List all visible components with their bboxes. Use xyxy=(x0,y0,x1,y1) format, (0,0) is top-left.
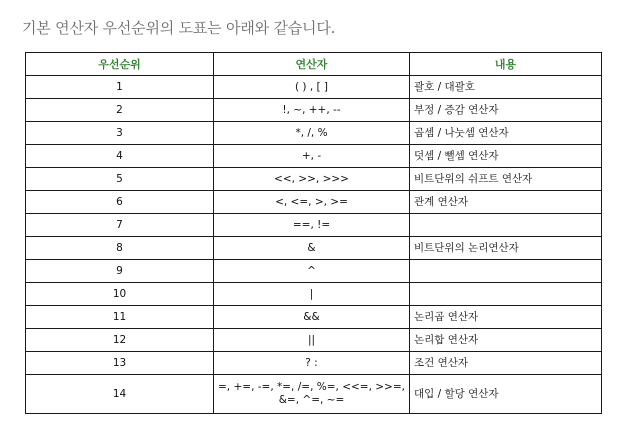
description-cell xyxy=(410,260,602,283)
description-cell: 비트단위의 논리연산자 xyxy=(410,237,602,260)
description-cell xyxy=(410,214,602,237)
table-row xyxy=(26,375,602,414)
operator-cell: | xyxy=(214,283,410,306)
header-description: 내용 xyxy=(410,53,602,76)
table-row xyxy=(26,122,602,145)
priority-cell: 10 xyxy=(26,283,214,306)
table-row xyxy=(26,99,602,122)
priority-cell: 9 xyxy=(26,260,214,283)
operator-cell: & xyxy=(214,237,410,260)
description-cell: 부정 / 증감 연산자 xyxy=(410,99,602,122)
description-cell: 대입 / 할당 연산자 xyxy=(410,375,602,414)
operator-cell: ( ) , [ ] xyxy=(214,76,410,99)
operator-cell: && xyxy=(214,306,410,329)
operator-cell: <, <=, >, >= xyxy=(214,191,410,214)
table-row xyxy=(26,260,602,283)
operator-cell: <<, >>, >>> xyxy=(214,168,410,191)
table-row xyxy=(26,329,602,352)
description-cell: 논리합 연산자 xyxy=(410,329,602,352)
operator-cell: !, ~, ++, -- xyxy=(214,99,410,122)
priority-cell: 12 xyxy=(26,329,214,352)
priority-cell: 4 xyxy=(26,145,214,168)
table-row xyxy=(26,214,602,237)
priority-cell: 14 xyxy=(26,375,214,414)
table-row xyxy=(26,76,602,99)
table-header-row xyxy=(26,53,602,76)
description-cell: 비트단위의 쉬프트 연산자 xyxy=(410,168,602,191)
operator-cell: || xyxy=(214,329,410,352)
table-row xyxy=(26,191,602,214)
operator-cell: ? : xyxy=(214,352,410,375)
table-row xyxy=(26,283,602,306)
table-row xyxy=(26,145,602,168)
table-row xyxy=(26,306,602,329)
table-row xyxy=(26,352,602,375)
intro-text: 기본 연산자 우선순위의 도표는 아래와 같습니다. xyxy=(22,19,336,37)
description-cell: 관계 연산자 xyxy=(410,191,602,214)
header-operator: 연산자 xyxy=(214,53,410,76)
description-cell: 덧셈 / 뺄셈 연산자 xyxy=(410,145,602,168)
description-cell: 논리곱 연산자 xyxy=(410,306,602,329)
header-priority: 우선순위 xyxy=(26,53,214,76)
description-cell: 곱셈 / 나눗셈 연산자 xyxy=(410,122,602,145)
operator-line: &=, ^=, ~= xyxy=(278,394,345,406)
description-cell xyxy=(410,283,602,306)
operator-line: =, +=, -=, *=, /=, %=, <<=, >>=, xyxy=(218,381,405,393)
operator-cell: ==, != xyxy=(214,214,410,237)
priority-cell: 11 xyxy=(26,306,214,329)
priority-cell: 7 xyxy=(26,214,214,237)
priority-cell: 6 xyxy=(26,191,214,214)
operator-cell xyxy=(214,375,410,414)
priority-cell: 13 xyxy=(26,352,214,375)
operator-cell: *, /, % xyxy=(214,122,410,145)
priority-cell: 5 xyxy=(26,168,214,191)
table-row xyxy=(26,168,602,191)
priority-cell: 3 xyxy=(26,122,214,145)
priority-cell: 2 xyxy=(26,99,214,122)
description-cell: 괄호 / 대괄호 xyxy=(410,76,602,99)
operator-cell: ^ xyxy=(214,260,410,283)
operator-precedence-table xyxy=(25,52,602,414)
priority-cell: 8 xyxy=(26,237,214,260)
description-cell: 조건 연산자 xyxy=(410,352,602,375)
table-row xyxy=(26,237,602,260)
priority-cell: 1 xyxy=(26,76,214,99)
operator-cell: +, - xyxy=(214,145,410,168)
